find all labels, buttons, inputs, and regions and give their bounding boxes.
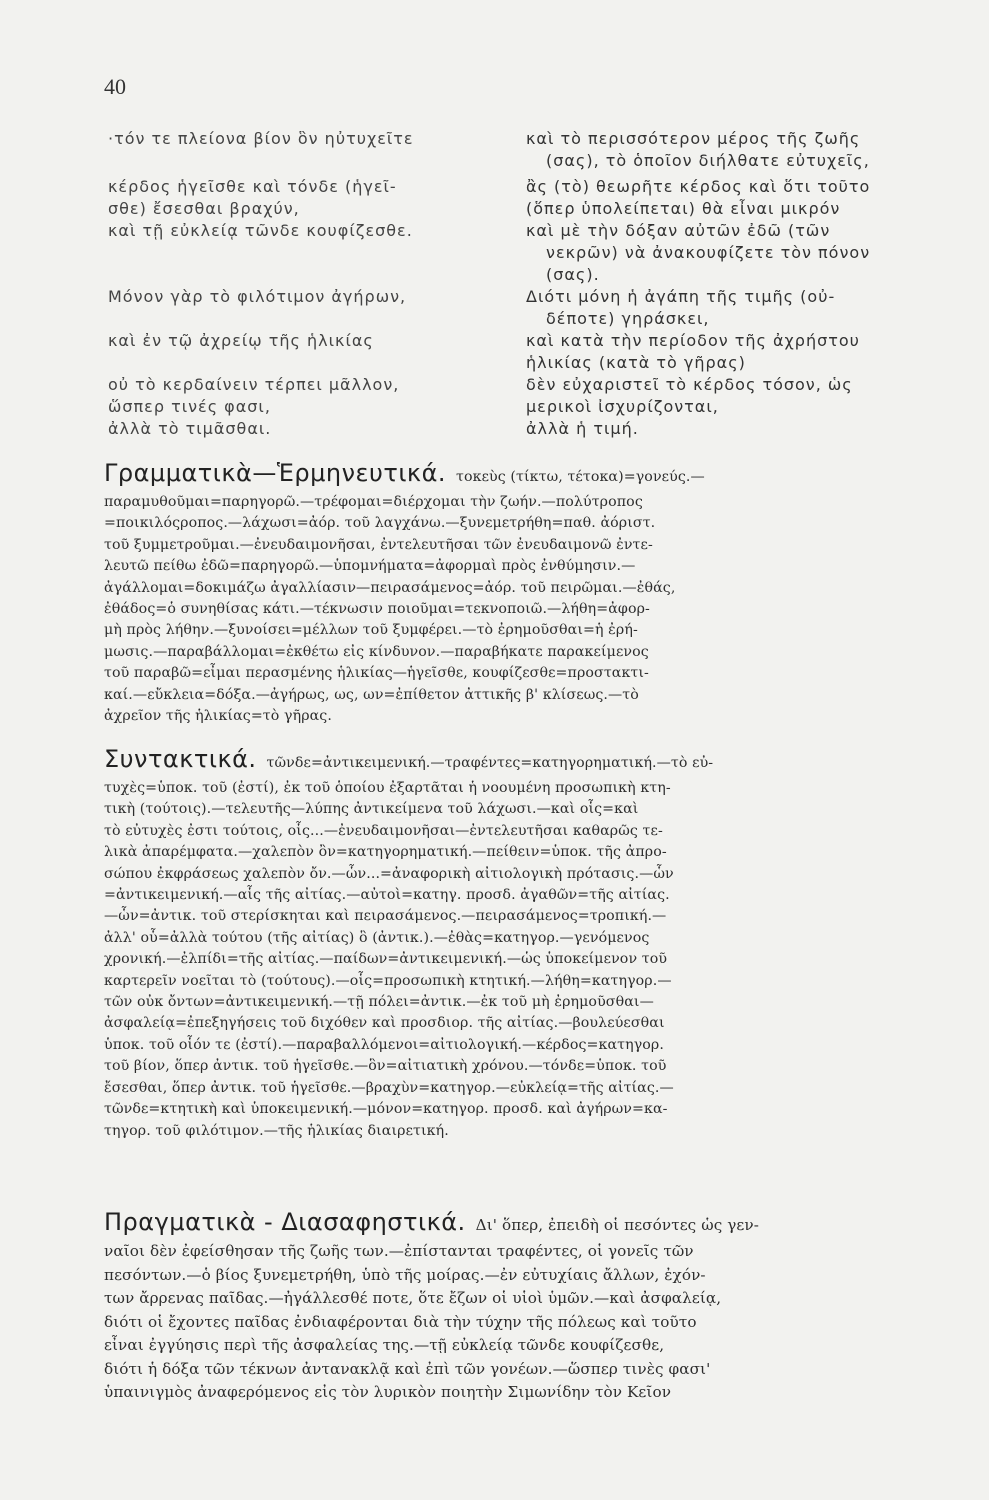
section-line: πεσόντων.—ὁ βίος ξυνεμετρήθη, ὑπὸ τῆς μοίρας.—ἐν εὐτυχίαις ἄλλων, ἐχόν- — [104, 1265, 706, 1284]
section-line: μὴ πρὸς λήθην.—ξυνοίσει=μέλλων τοῦ ξυμφέρει.—τὸ ἐρημοῦσθαι=ἡ ἐρή- — [104, 622, 638, 639]
source-line: ·τόν τε πλείονα βίον ὃν ηὐτυχεῖτε — [108, 129, 414, 148]
section-line: τοῦ ξυμμετροῦμαι.—ἐνευδαιμονῆσαι, ἐντελευτῆσαι τῶν ἐνευδαιμονῶ ἐντε- — [104, 536, 653, 553]
translation-line: Διότι μόνη ἡ ἀγάπη τῆς τιμῆς (οὐ- — [526, 287, 836, 306]
source-text — [104, 128, 526, 150]
parallel-row — [104, 374, 954, 440]
section-line: ὑποκ. τοῦ οἷόν τε (ἐστί).—παραβαλλόμενοι=αἰτιολογική.—κέρδος=κατηγορ. — [104, 1036, 664, 1053]
source-line: Μόνον γὰρ τὸ φιλότιμον ἀγήρων, — [108, 287, 407, 306]
parallel-row — [104, 176, 954, 286]
section-heading: Πραγματικὰ - Διασαφηστικά. — [104, 1208, 466, 1236]
section-line: ὑπαινιγμὸς ἀναφερόμενος εἰς τὸν λυρικὸν ποιητὴν Σιμωνίδην τὸν Κεῖον — [104, 1383, 672, 1401]
translation-line: ἀλλὰ ἡ τιμή. — [526, 419, 639, 438]
section-line: —ὧν=ἀντικ. τοῦ στερίσκηται καὶ πειρασάμενος.—πειρασάμενος=τροπική.— — [104, 908, 667, 925]
translation-text — [526, 128, 956, 172]
translation-text — [526, 176, 956, 286]
translation-line: ἡλικίας (κατὰ τὸ γῆρας) — [526, 353, 746, 372]
section-text: Δι' ὅπερ, ἐπειδὴ οἱ πεσόντες ὡς γεν- — [475, 1216, 759, 1234]
section-line: τικὴ (τούτοις).—τελευτῆς—λύπης ἀντικείμενα τοῦ λάχωσι.—καὶ οἷς=καὶ — [104, 801, 639, 818]
section-line: λικὰ ἀπαρέμφατα.—χαλεπὸν ὂν=κατηγορηματική.—πείθειν=ὑποκ. τῆς ἀπρο- — [104, 844, 667, 861]
translation-text — [526, 330, 956, 374]
grammatical-notes-section — [104, 458, 949, 727]
translation-line: καὶ μὲ τὴν δόξαν αὐτῶν ἐδῶ (τῶν — [526, 221, 831, 240]
section-line: καρτερεῖν νοεῖται τὸ (τούτους).—οἷς=προσωπικὴ κτητική.—λήθη=κατηγορ.— — [104, 972, 672, 989]
translation-line: ἂς (τὸ) θεωρῆτε κέρδος καὶ ὅτι τοῦτο — [526, 177, 871, 196]
translation-line: καὶ τὸ περισσότερον μέρος τῆς ζωῆς — [526, 129, 861, 148]
source-line: κέρδος ἡγεῖσθε καὶ τόνδε (ἡγεῖ- — [108, 177, 397, 196]
source-line: ὥσπερ τινές φασι, — [108, 397, 271, 416]
source-line: σθε) ἔσεσθαι βραχύν, — [108, 199, 300, 218]
source-text — [104, 176, 526, 242]
source-line: ἀλλὰ τὸ τιμᾶσθαι. — [108, 419, 272, 438]
section-line: ναῖοι δὲν ἐφείσθησαν τῆς ζωῆς των.—ἐπίστανται τραφέντες, οἱ γονεῖς τῶν — [104, 1242, 694, 1260]
translation-line: καὶ κατὰ τὴν περίοδον τῆς ἀχρήστου — [526, 331, 860, 350]
source-line: καὶ τῇ εὐκλείᾳ τῶνδε κουφίζεσθε. — [108, 221, 413, 240]
translation-line: νεκρῶν) νὰ ἀνακουφίζετε τὸν πόνον — [546, 243, 871, 262]
source-text — [104, 330, 526, 352]
translation-line: μερικοὶ ἰσχυρίζονται, — [526, 397, 719, 416]
section-line — [104, 744, 949, 778]
section-line: ἔσεσθαι, ὅπερ ἀντικ. τοῦ ἡγεῖσθε.—βραχὺν=κατηγορ.—εὐκλείᾳ=τῆς αἰτίας.— — [104, 1079, 674, 1096]
section-line: =ἀντικειμενική.—αἷς τῆς αἰτίας.—αὐτοὶ=κατηγ. προσδ. ἀγαθῶν=τῆς αἰτίας. — [104, 887, 670, 904]
explanatory-notes-section — [104, 1207, 949, 1405]
section-line: τοῦ βίον, ὅπερ ἀντικ. τοῦ ἡγεῖσθε.—ὃν=αἰτιατικὴ χρόνου.—τόνδε=ὑποκ. τοῦ — [104, 1058, 667, 1075]
section-line: τῶν οὐκ ὄντων=ἀντικειμενική.—τῇ πόλει=ἀντικ.—ἐκ τοῦ μὴ ἐρημοῦσθαι— — [104, 994, 654, 1011]
source-line: οὐ τὸ κερδαίνειν τέρπει μᾶλλον, — [108, 375, 400, 394]
translation-line: (σας). — [546, 265, 600, 284]
section-line — [104, 1207, 949, 1240]
section-line: τηγορ. τοῦ φιλότιμον.—τῆς ἡλικίας διαιρετική. — [104, 1122, 449, 1139]
section-line: των ἄρρενας παῖδας.—ἠγάλλεσθέ ποτε, ὅτε ἔζων οἱ υἱοὶ ὑμῶν.—καὶ ἀσφαλείᾳ, — [104, 1289, 722, 1307]
section-line: λευτῶ πείθω ἐδῶ=παρηγορῶ.—ὑπομνήματα=ἀφορμαὶ πρὸς ἐνθύμησιν.— — [104, 558, 636, 575]
section-heading: Γραμματικὰ—Ἑρμηνευτικά. — [104, 459, 447, 487]
section-line: παραμυθοῦμαι=παρηγορῶ.—τρέφομαι=διέρχομαι τὴν ζωήν.—πολύτροπος — [104, 494, 643, 510]
section-line: μωσις.—παραβάλλομαι=ἐκθέτω εἰς κίνδυνον.—παραβήκατε παρακείμενος — [104, 643, 649, 660]
page-number: 40 — [104, 74, 126, 99]
section-text: τῶνδε=ἀντικειμενική.—τραφέντες=κατηγορηματική.—τὸ εὐ- — [266, 755, 714, 771]
section-line: ἀγάλλομαι=δοκιμάζω ἀγαλλίασιν—πειρασάμενος=ἀόρ. τοῦ πειρῶμαι.—ἐθάς, — [104, 579, 676, 596]
section-line: σώπου ἐκφράσεως χαλεπὸν ὄν.—ὧν...=ἀναφορικὴ αἰτιολογικὴ πρότασις.—ὧν — [104, 865, 674, 882]
section-line: ἀσφαλείᾳ=ἐπεξηγήσεις τοῦ διχόθεν καὶ προσδιορ. τῆς αἰτίας.—βουλεύεσθαι — [104, 1015, 665, 1032]
section-line: τοῦ παραβῶ=εἶμαι περασμένης ἡλικίας—ἡγεῖσθε, κουφίζεσθε=προστακτι- — [104, 665, 649, 682]
section-line: καί.—εὔκλεια=δόξα.—ἀγήρως, ως, ων=ἐπίθετον ἀττικῆς β' κλίσεως.—τὸ — [104, 686, 639, 703]
section-line: διότι οἱ ἔχοντες παῖδας ἐνδιαφέρονται διὰ τὴν τύχην τῆς πόλεως καὶ τοῦτο — [104, 1312, 697, 1331]
section-line: =ποικιλόςροπος.—λάχωσι=ἀόρ. τοῦ λαγχάνω.—ξυνεμετρήθη=παθ. ἀόριστ. — [104, 515, 656, 532]
section-line: διότι ἡ δόξα τῶν τέκνων ἀντανακλᾷ καὶ ἐπὶ τῶν γονέων.—ὥσπερ τινὲς φασι' — [104, 1359, 711, 1378]
translation-line: (ὅπερ ὑπολείπεται) θὰ εἶναι μικρόν — [526, 199, 841, 218]
section-line: ἀλλ' οὗ=ἀλλὰ τούτου (τῆς αἰτίας) ὃ (ἀντικ.).—ἐθὰς=κατηγορ.—γενόμενος — [104, 929, 650, 946]
section-line: ἀχρεῖον τῆς ἡλικίας=τὸ γῆρας. — [104, 708, 332, 725]
source-line: καὶ ἐν τῷ ἀχρείῳ τῆς ἡλικίας — [108, 331, 374, 350]
parallel-text — [104, 128, 954, 440]
translation-line: δέποτε) γηράσκει, — [546, 309, 710, 328]
section-line: τὸ εὐτυχὲς ἐστι τούτοις, οἷς...—ἐνευδαιμονῆσαι—ἐντελευτῆσαι καθαρῶς τε- — [104, 822, 663, 839]
translation-text — [526, 286, 956, 330]
translation-line: (σας), τὸ ὁποῖον διήλθατε εὐτυχεῖς, — [546, 151, 870, 170]
parallel-row — [104, 128, 954, 172]
source-text — [104, 374, 526, 440]
section-heading: Συντακτικά. — [104, 745, 257, 773]
source-text — [104, 286, 526, 308]
parallel-row — [104, 330, 954, 374]
section-line: τυχὲς=ὑποκ. τοῦ (ἐστί), ἐκ τοῦ ὁποίου ἐξαρτᾶται ἡ νοουμένη προσωπικὴ κτη- — [104, 780, 671, 796]
parallel-row — [104, 286, 954, 330]
section-line: ἐθάδος=ὁ συνηθίσας κάτι.—τέκνωσιν ποιοῦμαι=τεκνοποιῶ.—λήθη=ἀφορ- — [104, 601, 650, 618]
section-text: τοκεὺς (τίκτω, τέτοκα)=γονεύς.— — [456, 469, 705, 485]
section-line — [104, 458, 949, 492]
translation-line: δὲν εὐχαριστεῖ τὸ κέρδος τόσον, ὡς — [526, 375, 853, 394]
section-line: εἶναι ἐγγύησις περὶ τῆς ἀσφαλείας της.—τῇ εὐκλείᾳ τῶνδε κουφίζεσθε, — [104, 1336, 665, 1354]
section-line: τῶνδε=κτητικὴ καὶ ὑποκειμενική.—μόνον=κατηγορ. προσδ. καὶ ἀγήρων=κα- — [104, 1101, 668, 1118]
section-line: χρονική.—ἐλπίδι=τῆς αἰτίας.—παίδων=ἀντικειμενική.—ὡς ὑποκείμενον τοῦ — [104, 951, 668, 968]
translation-text — [526, 374, 956, 440]
syntactic-notes-section — [104, 744, 949, 1142]
